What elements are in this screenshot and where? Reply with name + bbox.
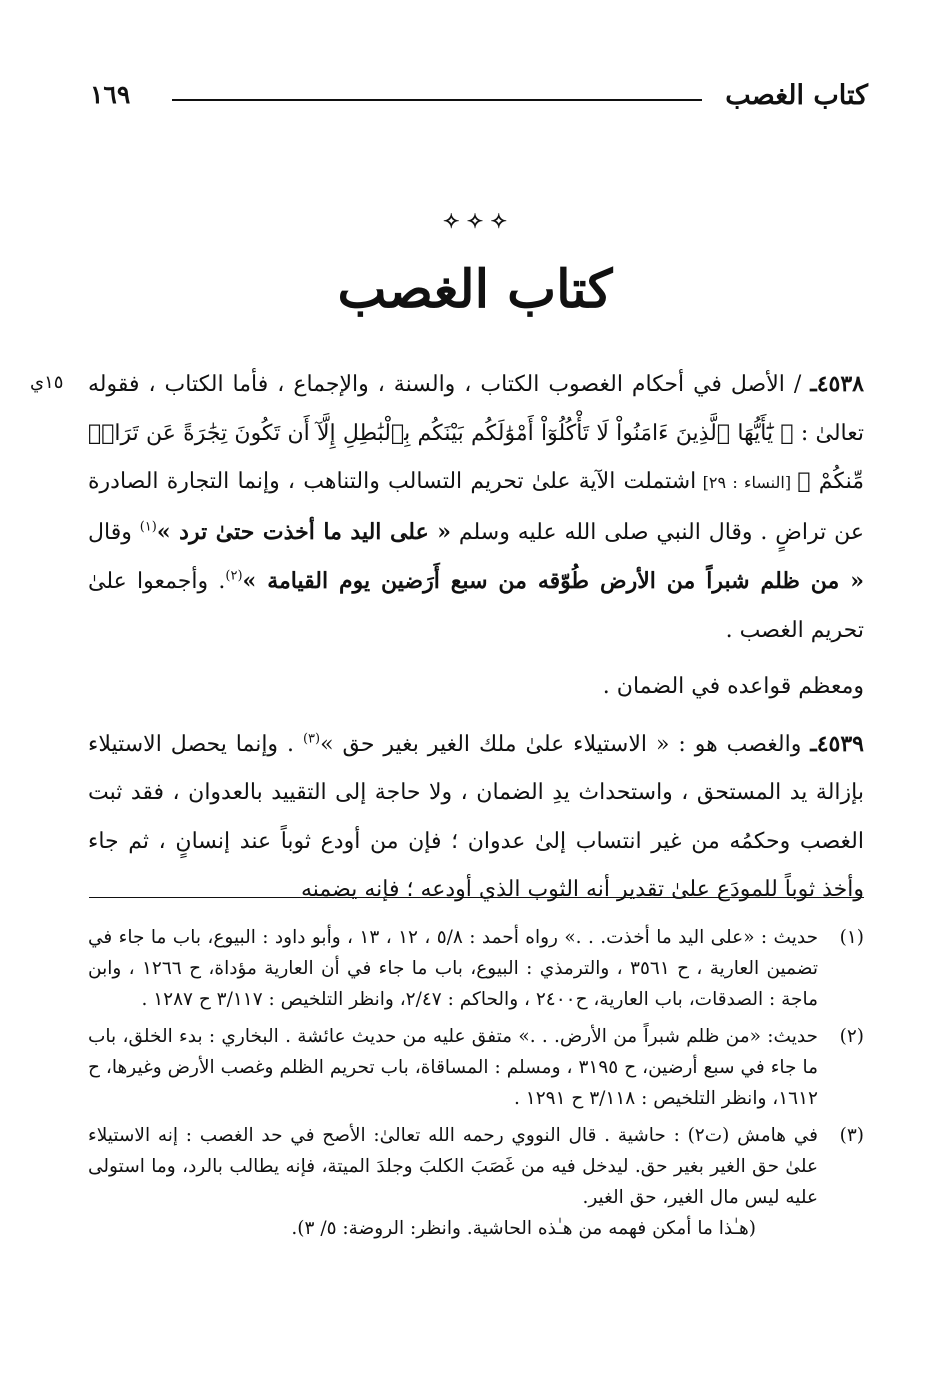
text-run: والغصب هو : « الاستيلاء علىٰ ملك الغير بغير حق »: [320, 731, 811, 757]
footnote-ref[interactable]: (٣): [302, 731, 321, 747]
footnote-marker: (٣): [839, 1125, 864, 1146]
body-text: [88, 360, 864, 915]
paragraph-4538: [88, 360, 864, 655]
text-run: ومعظم قواعده في الضمان .: [602, 674, 864, 699]
chapter-title: كتاب الغصب: [337, 259, 613, 320]
footnote-extra-note: (هـٰذا ما أمكن فهمه من هـٰذه الحاشية. وانظر: الروضة: ٥/ ٣).: [291, 1218, 756, 1239]
text-run: . وإنما يحصل الاستيلاء بإزالة يد المستحق ، واستحداث يدِ الضمان ، ولا حاجة إلى التقييد بالعدوان ، فقد ثبت الغصب وحكمُه من غير انتساب إلىٰ عدوان ؛ فإن من أودع ثوباً عند إنسانٍ ، ثم جاء وأخذ ثوباً للمودَع علىٰ تقدير أنه الثوب الذي أودعه ؛ فإنه يضمنه: [88, 731, 864, 902]
footnote-ref[interactable]: (١): [139, 519, 157, 535]
footnote-marker: (٢): [839, 1026, 864, 1047]
footnote-text: حديث: «من ظلم شبراً من الأرض. . .» متفق عليه من حديث عائشة . البخاري : بدء الخلق، باب ما جاء في سبع أرضين، ح ٣١٩٥ ، ومسلم : المساقاة، باب تحريم الظلم وغصب الأرض وغيرها، ح ١٦١٢، وانظر التلخيص : ٣/١١٨ ح ١٢٩١ .: [88, 1026, 819, 1109]
page-number: ١٦٩: [90, 80, 131, 109]
paragraph-number: ٤٥٣٨ـ: [810, 371, 864, 397]
header-rule: [172, 99, 702, 101]
text-run: اشتملت الآية علىٰ تحريم التسالب والتناهب ، وإنما التجارة الصادرة عن تراضٍ . وقال النبي صلى الله عليه وسلم: [88, 469, 864, 545]
footnote-3: [88, 1120, 864, 1244]
text-run: . وأجمعوا علىٰ تحريم الغصب .: [88, 569, 864, 643]
ornament-icon: ✧ ✧ ✧: [442, 208, 508, 233]
footnotes: [88, 922, 864, 1250]
chapter-heading: [0, 198, 950, 320]
footnote-1: [88, 922, 864, 1015]
margin-note: ١٥ي: [30, 372, 64, 393]
paragraph-note: [88, 663, 864, 712]
footnote-ref[interactable]: (٢): [225, 568, 243, 584]
running-header-title: كتاب الغصب: [725, 80, 868, 111]
text-run: / الأصل في أحكام الغصوب الكتاب ، والسنة ، والإجماع ، فأما الكتاب ، فقوله تعالىٰ :: [88, 372, 864, 446]
footnote-text: حديث : «على اليد ما أخذت. . .» رواه أحمد : ٥/٨ ، ١٢ ، ١٣ ، وأبو داود : البيوع، باب ما جاء في تضمين العارية ، ح ٣٥٦١ ، والترمذي : البيوع، باب ما جاء في أن العارية مؤداة، ح ١٢٦٦ ، وابن ماجة : الصدقات، باب العارية، ح٢٤٠٠ ، والحاكم : ٢/٤٧، وانظر التلخيص : ٣/١١٧ ح ١٢٨٧ .: [88, 927, 819, 1010]
footnote-2: [88, 1021, 864, 1114]
verse-reference: [النساء : ٢٩]: [696, 473, 798, 492]
footnote-marker: (١): [839, 927, 864, 948]
paragraph-4539: [88, 720, 864, 915]
footnote-text: في هامش (ت٢) : حاشية . قال النووي رحمه الله تعالىٰ: الأصح في حد الغصب : إنه الاستيلاء علىٰ حق الغير بغير حق. ليدخل فيه من غَصَبَ الكلبَ وجلدَ الميتة، فإنه يطالب بالرد، وما استولى عليه ليس مال الغير، حق الغير.: [88, 1125, 819, 1208]
footnote-separator: [89, 897, 864, 898]
hadith-quote: « من ظلم شبراً من الأرض طُوّقه من سبع أَرَضين يوم القيامة »: [242, 568, 864, 594]
text-run: وقال: [88, 519, 140, 545]
quran-verse: ﴿ يَٰٓأَيُّهَا ٱلَّذِينَ ءَامَنُواْ لَا تَأْكُلُوٓاْ أَمْوَٰلَكُم بَيْنَكُم بِٱلْبَٰطِلِ إِلَّآ أَن تَكُونَ تِجَٰرَةً عَن تَرَاضٖ مِّنكُمْ ﴾: [88, 420, 864, 494]
paragraph-number: ٤٥٣٩ـ: [810, 730, 864, 757]
hadith-quote: « على اليد ما أخذت حتىٰ ترد »: [156, 518, 451, 545]
